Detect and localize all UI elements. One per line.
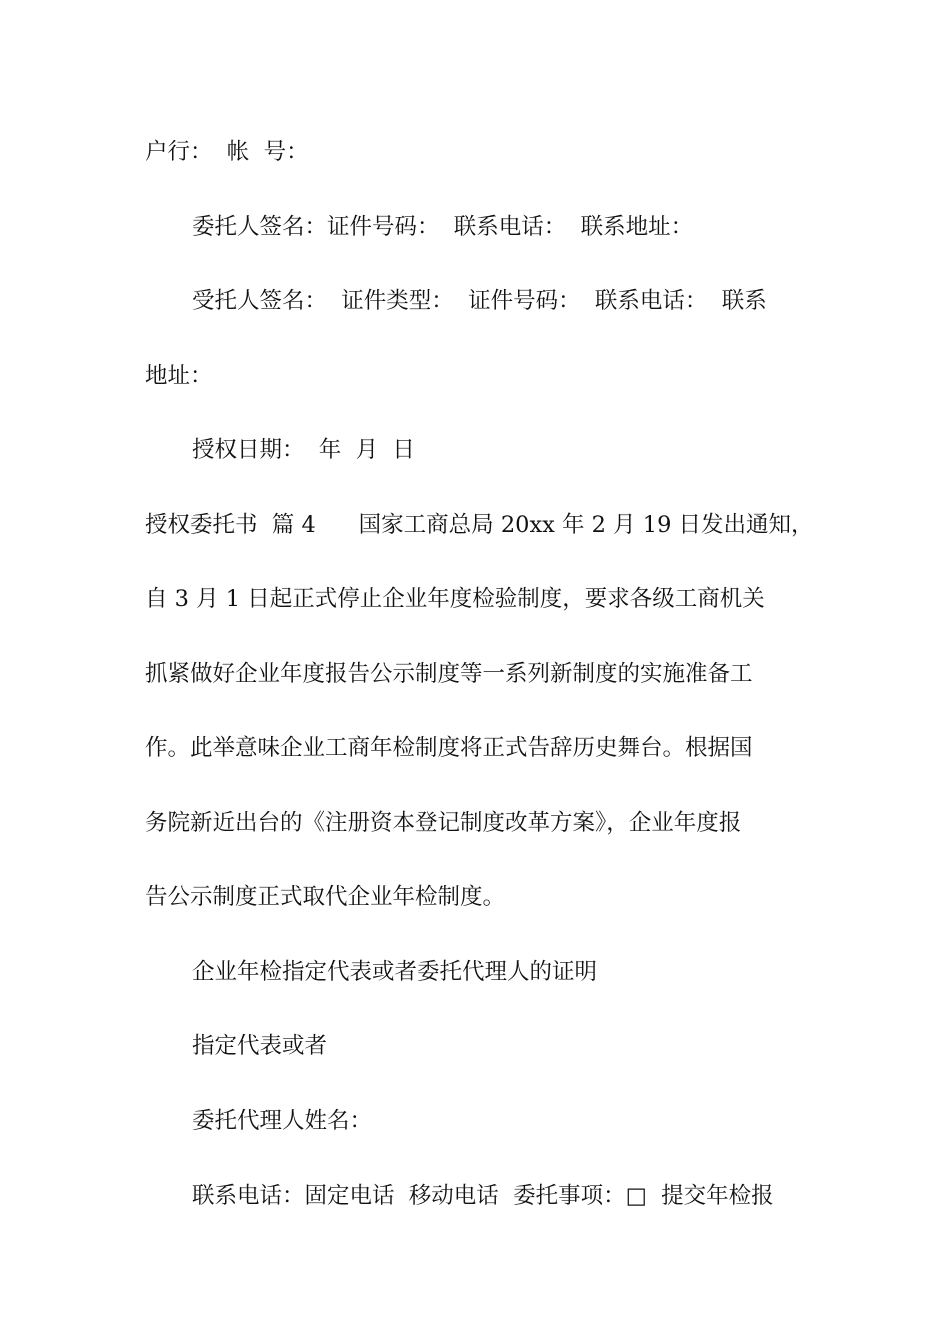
text-line-account: 户行： 帐 号： xyxy=(145,139,309,165)
text-line-paragraph-1: 自 3 月 1 日起正式停止企业年度检验制度，要求各级工商机关 xyxy=(145,586,765,612)
text-line-contact-phone: 联系电话：固定电话 移动电话 委托事项：□ 提交年检报 xyxy=(192,1183,774,1209)
text-line-paragraph-4: 务院新近出台的《注册资本登记制度改革方案》，企业年度报 xyxy=(145,810,742,836)
text-line-address: 地址： xyxy=(145,363,213,389)
text-line-certificate-title: 企业年检指定代表或者委托代理人的证明 xyxy=(192,959,598,985)
text-line-authorization-date: 授权日期： 年 月 日 xyxy=(192,437,415,463)
text-line-designated-rep: 指定代表或者 xyxy=(192,1033,328,1059)
text-line-paragraph-5: 告公示制度正式取代企业年检制度。 xyxy=(145,884,506,910)
text-line-principal-signature: 委托人签名：证件号码： 联系电话： 联系地址： xyxy=(192,214,694,240)
text-line-paragraph-3: 作。此举意味企业工商年检制度将正式告辞历史舞台。根据国 xyxy=(145,735,753,761)
text-line-agent-signature: 受托人签名： 证件类型： 证件号码： 联系电话： 联系 xyxy=(192,288,767,314)
text-line-section-heading: 授权委托书 篇 4 国家工商总局 20xx 年 2 月 19 日发出通知， xyxy=(145,512,814,538)
text-line-paragraph-2: 抓紧做好企业年度报告公示制度等一系列新制度的实施准备工 xyxy=(145,661,753,687)
text-line-agent-name: 委托代理人姓名： xyxy=(192,1108,373,1134)
